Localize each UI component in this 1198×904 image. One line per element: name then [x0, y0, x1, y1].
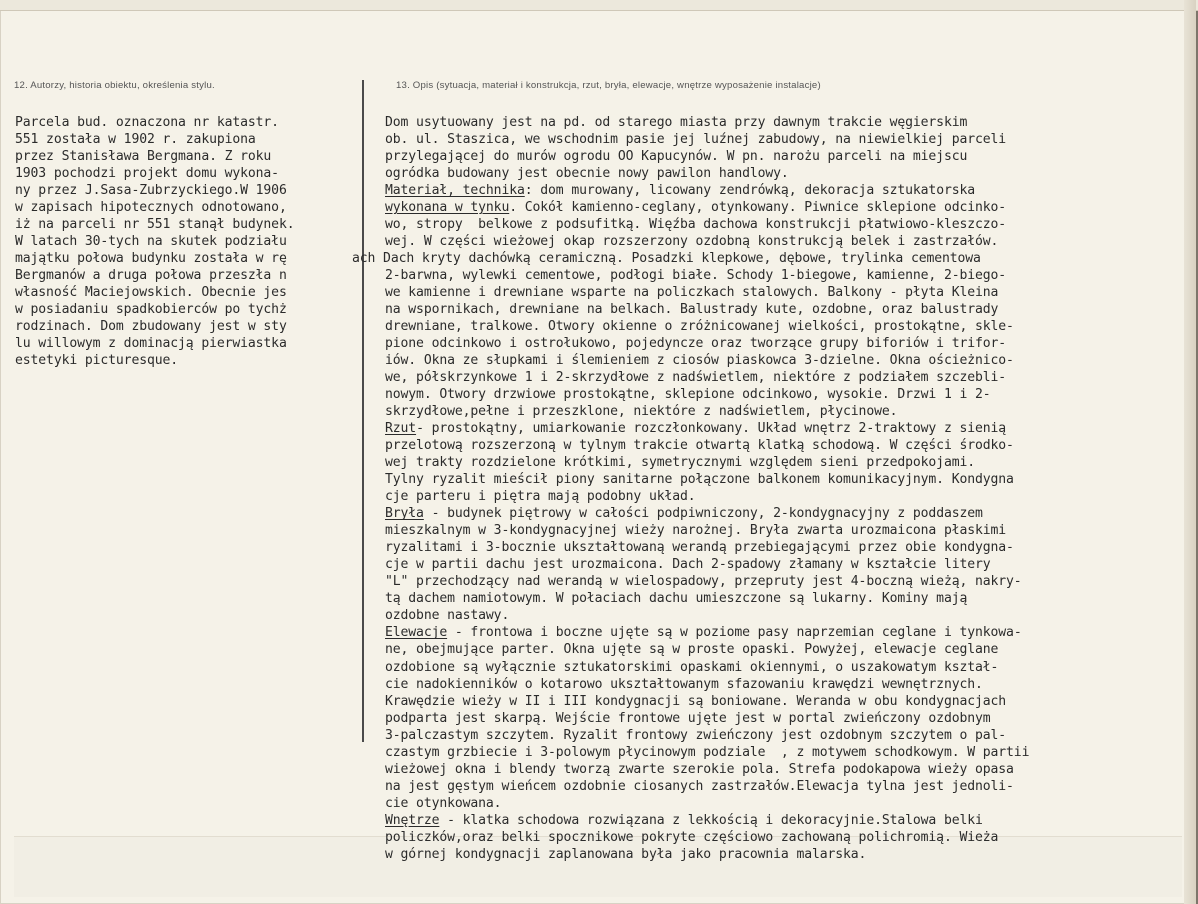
text-fragment: - prostokątny, umiarkowanie rozczłonkowany. Układ wnętrz 2-traktowy z sienią [416, 421, 1007, 437]
section-rzut-line [385, 420, 1185, 437]
text-line: drewniane, tralkowe. Otwory okienne o zróżnicowanej wielkości, prostokątne, skle- [385, 319, 1014, 335]
section-label-wnetrze: Wnętrze [385, 812, 440, 828]
text-fragment: - klatka schodowa rozwiązana z lekkością i dekoracyjnie.Stalowa belki [439, 812, 983, 828]
text-line: rodzinach. Dom zbudowany jest w sty [15, 319, 287, 335]
section-material-line [385, 199, 1185, 216]
text-line: mieszkalnym w 3-kondygnacyjnej wieży narożnej. Bryła zwarta urozmaicona płaskimi [385, 523, 1007, 539]
text-line: iów. Okna ze słupkami i ślemieniem z ciosów piaskowca 3-dzielne. Okna ościeżnico- [385, 353, 1014, 369]
section-label-rzut: Rzut [385, 421, 417, 437]
text-line: w posiadaniu spadkobierców po tychż [15, 302, 287, 318]
text-line: cie nadokienników o kotarowo ukształtowanym sfazowaniu krawędzi wewnętrznych. [385, 676, 983, 692]
text-line: cje w partii dachu jest urozmaicona. Dach 2-spadowy złamany w kształcie litery [385, 557, 991, 573]
text-line: skrzydłowe,pełne i przeszklone, niektóre z nadświetlem, płycinowe. [385, 404, 898, 420]
text-line: przez Stanisława Bergmana. Z roku [15, 149, 272, 165]
text-line: majątku połowa budynku została w rę [15, 251, 287, 267]
text-line: wej trakty rozdzielone krótkimi, symetrycznymi względem sieni przedpokojami. [385, 455, 975, 471]
left-column-text [15, 114, 375, 369]
text-line: ach Dach kryty dachówką ceramiczną. Posadzki klepkowe, dębowe, trylinka cementowa [352, 251, 981, 267]
text-line: Parcela bud. oznaczona nr katastr. [15, 115, 279, 130]
text-line: estetyki picturesque. [15, 353, 179, 369]
text-line: tą dachem namiotowym. W połaciach dachu umieszczone są lukarny. Kominy mają [385, 591, 968, 607]
section-label-bryla: Bryła [385, 506, 424, 522]
text-line: Dom usytuowany jest na pd. od starego miasta przy dawnym trakcie węgierskim [385, 115, 968, 130]
text-line: 1903 pochodzi projekt domu wykona- [15, 166, 279, 182]
text-line: ob. ul. Staszica, we wschodnim pasie jej luźnej zabudowy, na niewielkiej parceli [385, 132, 1007, 148]
text-line: czastym grzbiecie i 3-polowym płycinowym podziale , z motywem schodkowym. W partii [385, 744, 1030, 760]
text-line: W latach 30-tych na skutek podziału [15, 234, 287, 250]
right-column-text [352, 114, 1185, 863]
text-line: 2-barwna, wylewki cementowe, podłogi białe. Schody 1-biegowe, kamienne, 2-biego- [385, 268, 1007, 284]
text-line: "L" przechodzący nad werandą w wielospadowy, przepruty jest 4-boczną wieżą, nakry- [385, 574, 1022, 590]
section-wnetrze-line [385, 812, 1185, 829]
text-line: policzków,oraz belki spocznikowe pokryte częściowo zachowaną polichromią. Wieża [385, 829, 999, 845]
text-fragment: : dom murowany, licowany zendrówką, dekoracja sztukatorska [524, 183, 976, 199]
section-material-line [385, 182, 1185, 199]
text-line: cie otynkowana. [385, 795, 502, 811]
text-line: ozdobne nastawy. [385, 608, 510, 624]
text-line: ny przez J.Sasa-Zubrzyckiego.W 1906 [15, 183, 287, 199]
text-line: na jest gęstym wieńcem ozdobnie ciosanych zastrzałów.Elewacja tylna jest jednoli- [385, 778, 1014, 794]
text-line: we, półskrzynkowe 1 i 2-skrzydłowe z nadświetlem, niektóre z podziałem szczebli- [385, 370, 1007, 386]
text-line: na wspornikach, drewniane na belkach. Balustrady kute, ozdobne, oraz balustrady [385, 302, 999, 318]
text-line: 3-palczastym szczytem. Ryzalit frontowy zwieńczony jest ozdobnym szczytem o pal- [385, 727, 1007, 743]
sheet-top-edge [0, 0, 1198, 11]
text-line: własność Maciejowskich. Obecnie jes [15, 285, 287, 301]
underlined-fragment: wykonana w tynku [385, 200, 510, 216]
text-line: ozdobione są wyłącznie sztukatorskimi opaskami okiennymi, o uszakowatym kształ- [385, 659, 999, 675]
text-line: Bergmanów a druga połowa przeszła n [15, 268, 287, 284]
text-line: lu willowym z dominacją pierwiastka [15, 336, 287, 352]
text-line: 551 została w 1902 r. zakupiona [15, 132, 256, 148]
column-12-header: 12. Autorzy, historia obiektu, określenia stylu. [14, 80, 215, 91]
text-fragment: - frontowa i boczne ujęte są w poziome pasy naprzemian ceglane i tynkowa- [447, 625, 1022, 641]
text-line: Krawędzie wieży w II i III kondygnacji są boniowane. Weranda w obu kondygnacjach [385, 693, 1007, 709]
text-line: iż na parceli nr 551 stanął budynek. [15, 217, 295, 233]
text-line: pione odcinkowo i ostrołukowo, pojedyncze oraz tworzące grupy biforiów i trifor- [385, 336, 1007, 352]
text-line: w górnej kondygnacji zaplanowana była jako pracownia malarska. [385, 846, 867, 862]
text-line: we kamienne i drewniane wsparte na policzkach stalowych. Balkony - płyta Kleina [385, 285, 999, 301]
text-line: wieżowej okna i blendy tworzą zwarte szerokie pola. Strefa podokapowa wieży opasa [385, 761, 1014, 777]
text-line: ryzalitami i 3-bocznie ukształtowaną werandą przebiegającymi przez obie kondygna- [385, 540, 1014, 556]
section-elewacje-line [385, 624, 1185, 641]
text-line: nowym. Otwory drzwiowe prostokątne, sklepione odcinkowo, wysokie. Drzwi 1 i 2- [385, 387, 991, 403]
section-label-elewacje: Elewacje [385, 625, 448, 641]
sheet-right-edge [1184, 0, 1196, 904]
text-line: Tylny ryzalit mieścił piony sanitarne połączone balkonem komunikacyjnym. Kondygna [385, 472, 1014, 488]
text-fragment: . Cokół kamienno-ceglany, otynkowany. Piwnice sklepione odcinko- [509, 200, 1007, 216]
text-line: przelotową rozszerzoną w tylnym trakcie otwartą klatką schodową. W części środko- [385, 438, 1014, 454]
text-line: wo, stropy belkowe z podsufitką. Więźba dachowa konstrukcji płatwiowo-kleszczo- [385, 217, 1007, 233]
text-line: przylegającej do murów ogrodu OO Kapucynów. W pn. narożu parceli na miejscu [385, 149, 968, 165]
section-label-material: Materiał, technika [385, 183, 525, 199]
text-line: podparta jest skarpą. Wejście frontowe ujęte jest w portal zwieńczony ozdobnym [385, 710, 991, 726]
text-line: cje parteru i piętra mają podobny układ. [385, 489, 696, 505]
text-fragment: - budynek piętrowy w całości podpiwniczony, 2-kondygnacyjny z poddaszem [423, 506, 983, 522]
text-line: ne, obejmujące parter. Okna ujęte są w proste opaski. Powyżej, elewacje ceglane [385, 642, 999, 658]
text-line: wej. W części wieżowej okap rozszerzony ozdobną konstrukcją belek i zastrzałów. [385, 234, 999, 250]
column-13-header: 13. Opis (sytuacja, materiał i konstrukcja, rzut, bryła, elewacje, wnętrze wyposażenie instalacje) [396, 80, 821, 91]
text-line: ogródka budowany jest obecnie nowy pawilon handlowy. [385, 166, 789, 182]
section-bryla-line [385, 505, 1185, 522]
text-line: w zapisach hipotecznych odnotowano, [15, 200, 287, 216]
